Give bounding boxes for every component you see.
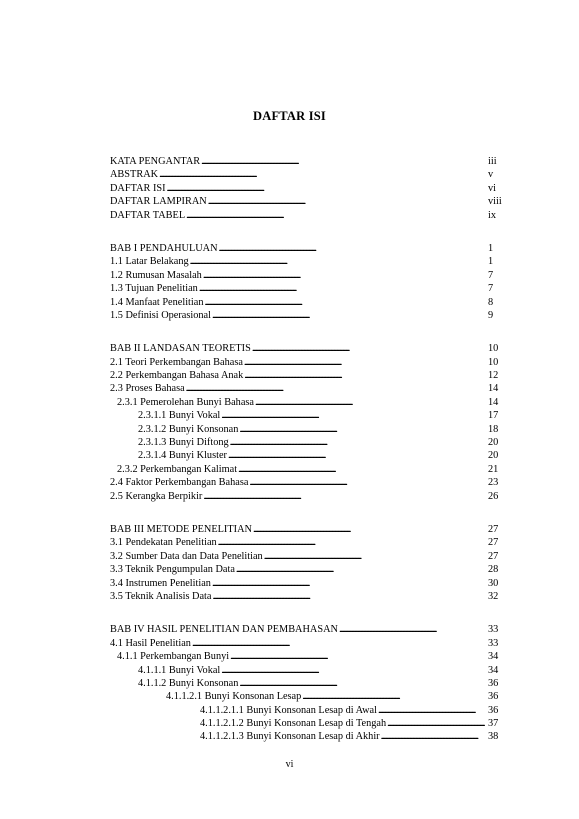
toc-entry-label: 1.5 Definisi Operasional	[110, 309, 211, 321]
toc-entry[interactable]	[110, 637, 502, 650]
dot-leader	[221, 409, 487, 422]
toc-entry[interactable]	[110, 664, 502, 677]
dot-leader	[208, 195, 487, 208]
dot-leader	[239, 677, 487, 690]
toc-section	[110, 623, 502, 744]
dot-leader	[252, 342, 487, 355]
toc-entry-label: 3.1 Pendekatan Penelitian	[110, 537, 217, 549]
toc-entry-page: 10	[488, 343, 499, 355]
dot-leader	[218, 536, 487, 549]
toc-entry-label: BAB IV HASIL PENELITIAN DAN PEMBAHASAN	[110, 624, 338, 636]
dot-leader	[186, 209, 487, 222]
toc-entry-page: 21	[488, 463, 499, 475]
dot-leader	[249, 476, 487, 489]
toc-entry-page: 33	[488, 637, 499, 649]
toc-section	[110, 342, 502, 503]
toc-entry[interactable]	[110, 342, 502, 355]
toc-entry[interactable]	[110, 563, 502, 576]
toc-entry-label: 4.1.1 Perkembangan Bunyi	[117, 651, 230, 663]
toc-section	[110, 242, 502, 322]
dot-leader	[159, 168, 487, 181]
toc-entry[interactable]	[110, 550, 502, 563]
toc-entry-page: 36	[488, 691, 499, 703]
toc-entry-page: 34	[488, 664, 499, 676]
dot-leader	[236, 563, 487, 576]
toc-entry-page: ix	[488, 209, 497, 221]
toc-entry-page: 32	[488, 590, 499, 602]
toc-entry-label: BAB I PENDAHULUAN	[110, 242, 218, 254]
toc-entry-label: 1.1 Latar Belakang	[110, 256, 189, 268]
dot-leader	[244, 369, 487, 382]
toc-entry-page: 36	[488, 677, 499, 689]
toc-entry-page: v	[488, 169, 494, 181]
dot-leader	[238, 463, 487, 476]
toc-entry[interactable]	[110, 490, 502, 503]
toc-entry-page: 7	[488, 283, 494, 295]
dot-leader	[253, 523, 487, 536]
toc-section	[110, 523, 502, 603]
dot-leader	[199, 282, 487, 295]
toc-entry[interactable]	[110, 463, 502, 476]
toc-entry-page: 27	[488, 550, 499, 562]
toc-entry-page: 18	[488, 423, 499, 435]
toc-entry-label: 4.1.1.2.1.3 Bunyi Konsonan Lesap di Akhir	[200, 731, 380, 743]
toc-entry-label: 2.3.1 Pemerolehan Bunyi Bahasa	[117, 396, 254, 408]
toc-entry[interactable]	[110, 269, 502, 282]
toc-entry-page: 20	[488, 450, 499, 462]
dot-leader	[212, 309, 487, 322]
dot-leader	[339, 623, 487, 636]
dot-leader	[230, 650, 487, 663]
toc-entry-page: iii	[488, 156, 497, 167]
toc-entry-page: 14	[488, 383, 499, 395]
toc-entry-label: 1.3 Tujuan Penelitian	[110, 283, 198, 295]
toc-entry-label: 4.1.1.2.1.1 Bunyi Konsonan Lesap di Awal	[200, 704, 377, 716]
toc-entry-label: 2.3.1.1 Bunyi Vokal	[138, 410, 221, 422]
toc-entry-label: KATA PENGANTAR	[110, 156, 201, 167]
toc-entry-label: DAFTAR ISI	[110, 182, 166, 194]
toc-entry[interactable]	[110, 369, 502, 382]
toc-entry-page: 30	[488, 577, 499, 589]
dot-leader	[381, 730, 487, 743]
toc-entry[interactable]	[110, 309, 502, 322]
toc-entry[interactable]	[110, 590, 502, 603]
page-number: vi	[285, 759, 294, 770]
toc-entry-page: 14	[488, 396, 499, 408]
dot-leader	[212, 577, 487, 590]
toc-entry-label: 1.4 Manfaat Penelitian	[110, 296, 204, 308]
dot-leader	[167, 182, 487, 195]
toc-entry-label: 2.4 Faktor Perkembangan Bahasa	[110, 477, 249, 489]
toc-entry-label: 4.1.1.1 Bunyi Vokal	[138, 664, 221, 676]
toc-entry-label: 2.3.1.2 Bunyi Konsonan	[138, 423, 239, 435]
toc-entry[interactable]	[110, 396, 502, 409]
dot-leader	[221, 664, 487, 677]
toc-entry[interactable]	[110, 255, 502, 268]
toc-entry-page: 27	[488, 523, 499, 535]
toc-entry-label: BAB III METODE PENELITIAN	[110, 523, 252, 535]
toc-entry[interactable]	[110, 650, 502, 663]
toc-entry-page: 38	[488, 731, 499, 743]
toc-entry-page: 7	[488, 269, 494, 281]
toc-entry-label: 2.2 Perkembangan Bahasa Anak	[110, 370, 244, 382]
dot-leader	[255, 396, 487, 409]
toc-entry-label: 4.1 Hasil Penelitian	[110, 637, 191, 649]
toc-entry[interactable]	[110, 282, 502, 295]
toc-entry[interactable]	[110, 523, 502, 536]
toc-entry-page: 17	[488, 410, 499, 422]
toc-entry[interactable]	[110, 195, 502, 208]
toc-entry[interactable]	[110, 409, 502, 422]
toc-entry-label: 2.3.2 Perkembangan Kalimat	[117, 463, 238, 475]
toc-entry[interactable]	[110, 155, 502, 168]
dot-leader	[302, 690, 487, 703]
dot-leader	[190, 255, 487, 268]
toc-entry-label: 2.3.1.4 Bunyi Kluster	[138, 450, 227, 462]
toc-entry-page: 20	[488, 437, 499, 449]
toc-entry-label: BAB II LANDASAN TEORETIS	[110, 343, 251, 355]
toc-entry-label: DAFTAR LAMPIRAN	[110, 196, 207, 208]
dot-leader	[244, 356, 487, 369]
toc-entry-label: 2.3 Proses Bahasa	[110, 383, 185, 395]
toc-entry[interactable]	[110, 730, 502, 743]
toc-entry-label: ABSTRAK	[110, 169, 159, 181]
toc-entry[interactable]	[110, 356, 502, 369]
dot-leader	[212, 590, 487, 603]
dot-leader	[203, 490, 487, 503]
toc-entry-label: 1.2 Rumusan Masalah	[110, 269, 202, 281]
toc-entry-page: 27	[488, 537, 499, 549]
toc-entry-page: 28	[488, 564, 499, 576]
toc-entry-page: 33	[488, 624, 499, 636]
toc-entry-label: 3.5 Teknik Analisis Data	[110, 590, 212, 602]
toc-entry[interactable]	[110, 476, 502, 489]
toc-entry-page: viii	[488, 196, 502, 208]
dot-leader	[378, 704, 487, 717]
dot-leader	[239, 423, 487, 436]
table-of-contents	[110, 155, 502, 764]
toc-entry[interactable]	[110, 536, 502, 549]
toc-entry[interactable]	[110, 209, 502, 222]
toc-entry-page: 1	[488, 242, 494, 254]
toc-entry[interactable]	[110, 623, 502, 636]
dot-leader	[186, 382, 487, 395]
toc-entry[interactable]	[110, 296, 502, 309]
toc-entry-page: 37	[488, 718, 499, 730]
toc-entry-label: 4.1.1.2 Bunyi Konsonan	[138, 677, 239, 689]
toc-entry[interactable]	[110, 423, 502, 436]
dot-leader	[201, 155, 487, 168]
toc-entry[interactable]	[110, 242, 502, 255]
toc-entry[interactable]	[110, 182, 502, 195]
toc-entry-label: 3.2 Sumber Data dan Data Penelitian	[110, 550, 263, 562]
toc-entry[interactable]	[110, 704, 502, 717]
dot-leader	[203, 269, 487, 282]
dot-leader	[228, 449, 487, 462]
toc-entry-page: 10	[488, 356, 499, 368]
dot-leader	[230, 436, 487, 449]
toc-entry[interactable]	[110, 168, 502, 181]
page-title: DAFTAR ISI	[253, 109, 326, 123]
toc-entry-page: 23	[488, 477, 499, 489]
dot-leader	[205, 296, 487, 309]
toc-entry-label: DAFTAR TABEL	[110, 209, 186, 221]
toc-entry-label: 2.3.1.3 Bunyi Diftong	[138, 437, 229, 449]
toc-entry[interactable]	[110, 449, 502, 462]
toc-entry-page: 12	[488, 370, 499, 382]
toc-entry-label: 3.4 Instrumen Penelitian	[110, 577, 211, 589]
toc-entry[interactable]	[110, 690, 502, 703]
toc-entry[interactable]	[110, 382, 502, 395]
toc-entry-page: vi	[488, 182, 497, 194]
toc-entry-label: 4.1.1.2.1.2 Bunyi Konsonan Lesap di Tengah	[200, 718, 387, 730]
toc-entry-page: 9	[488, 309, 494, 321]
toc-entry[interactable]	[110, 717, 502, 730]
toc-entry-page: 34	[488, 651, 499, 663]
toc-entry-label: 4.1.1.2.1 Bunyi Konsonan Lesap	[166, 691, 302, 703]
toc-entry-label: 2.5 Kerangka Berpikir	[110, 490, 203, 502]
toc-entry-page: 1	[488, 256, 494, 268]
toc-entry[interactable]	[110, 577, 502, 590]
dot-leader	[264, 550, 487, 563]
toc-entry-label: 3.3 Teknik Pengumpulan Data	[110, 564, 235, 576]
dot-leader	[192, 637, 487, 650]
toc-entry-page: 26	[488, 490, 499, 502]
toc-entry-page: 8	[488, 296, 494, 308]
dot-leader	[219, 242, 487, 255]
dot-leader	[387, 717, 487, 730]
toc-entry[interactable]	[110, 677, 502, 690]
toc-entry-label: 2.1 Teori Perkembangan Bahasa	[110, 356, 243, 368]
toc-entry[interactable]	[110, 436, 502, 449]
toc-entry-page: 36	[488, 704, 499, 716]
toc-section	[110, 155, 502, 222]
